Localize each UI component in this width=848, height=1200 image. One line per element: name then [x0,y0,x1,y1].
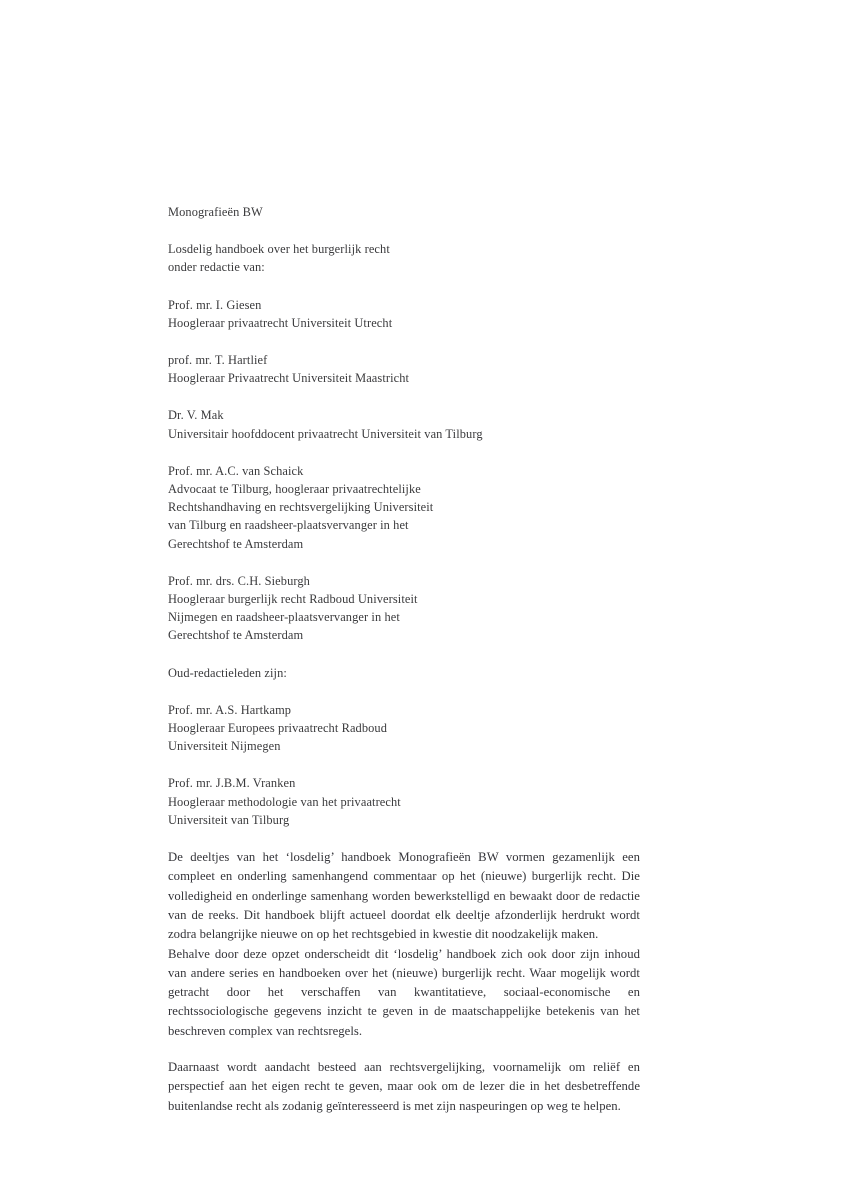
description-section [168,848,640,1116]
editor-entry-van-schaick [168,462,640,553]
editor-affiliation-line: Universitair hoofddocent privaatrecht Universiteit van Tilburg [168,426,483,441]
editor-name: Prof. mr. J.B.M. Vranken [168,776,296,791]
editor-affiliation-line: Nijmegen en raadsheer-plaatsvervanger in het [168,610,400,625]
editor-name: Prof. mr. A.C. van Schaick [168,463,304,478]
editor-name: Dr. V. Mak [168,408,224,423]
editor-affiliation-line: Rechtshandhaving en rechtsvergelijking Universiteit [168,500,434,515]
description-paragraph-3: Daarnaast wordt aandacht besteed aan rechtsvergelijking, voornamelijk om reliëf en perspectief aan het eigen recht te geven, maar ook om de lezer die in het desbetreffende buitenlandse recht als zodanig geïnteresseerd is met zijn naspeuringen op weg te helpen. [168,1060,640,1113]
editor-affiliation-line: Hoogleraar Europees privaatrecht Radboud [168,721,388,736]
editor-affiliation-line: Hoogleraar Privaatrecht Universiteit Maastricht [168,371,410,386]
editor-entry-hartlief [168,351,640,387]
page-content [168,203,640,1116]
editor-entry-mak [168,406,640,442]
subtitle-line-2: onder redactie van: [168,260,265,275]
editor-name: Prof. mr. I. Giesen [168,297,262,312]
editor-name: Prof. mr. drs. C.H. Sieburgh [168,573,310,588]
editor-affiliation-line: Hoogleraar privaatrecht Universiteit Utrecht [168,315,393,330]
series-title-block [168,203,640,221]
series-title: Monografieën BW [168,205,263,219]
former-editor-entry-vranken [168,774,640,829]
editor-affiliation-line: van Tilburg en raadsheer-plaatsvervanger in het [168,518,409,533]
editor-entry-giesen [168,296,640,332]
editor-name: prof. mr. T. Hartlief [168,353,268,368]
editor-affiliation-line: Hoogleraar burgerlijk recht Radboud Universiteit [168,592,418,607]
editor-affiliation-line: Universiteit Nijmegen [168,739,281,754]
subtitle-line-1: Losdelig handboek over het burgerlijk recht [168,242,390,257]
description-paragraph-2: Behalve door deze opzet onderscheidt dit ‘losdelig’ handboek zich ook door zijn inhoud van andere series en handboeken over het (nieuwe) burgerlijk recht. Waar mogelijk wordt getracht door het verschaffen van kwantitatieve, sociaal-economische en rechtssociologische gegevens inzicht te geven in de maatschappelijke betekenis van het beschreven complex van rechtsregels. [168,946,640,1038]
former-editor-entry-hartkamp [168,701,640,756]
description-paragraph-1: De deeltjes van het ‘losdelig’ handboek Monografieën BW vormen gezamenlijk een compleet en onderling samenhangend commentaar op het (nieuwe) burgerlijk recht. Die volledigheid en onderlinge samenhang worden bewerkstelligd en bewaakt door de redactie van de reeks. Dit handboek blijft actueel doordat elk deeltje afzonderlijk herdrukt wordt zodra belangrijke nieuwe on op het rechtsgebied in kwestie dit noodzakelijk maken. [168,850,640,942]
subtitle-block [168,240,640,276]
editor-affiliation-line: Universiteit van Tilburg [168,812,290,827]
former-editors-heading-block [168,664,640,682]
editor-affiliation-line: Hoogleraar methodologie van het privaatrecht [168,794,401,809]
editor-entry-sieburgh [168,572,640,645]
editor-affiliation-line: Gerechtshof te Amsterdam [168,536,304,551]
editor-affiliation-line: Advocaat te Tilburg, hoogleraar privaatrechtelijke [168,482,421,497]
former-editors-heading: Oud-redactieleden zijn: [168,665,287,680]
editor-name: Prof. mr. A.S. Hartkamp [168,702,292,717]
editor-affiliation-line: Gerechtshof te Amsterdam [168,628,304,643]
